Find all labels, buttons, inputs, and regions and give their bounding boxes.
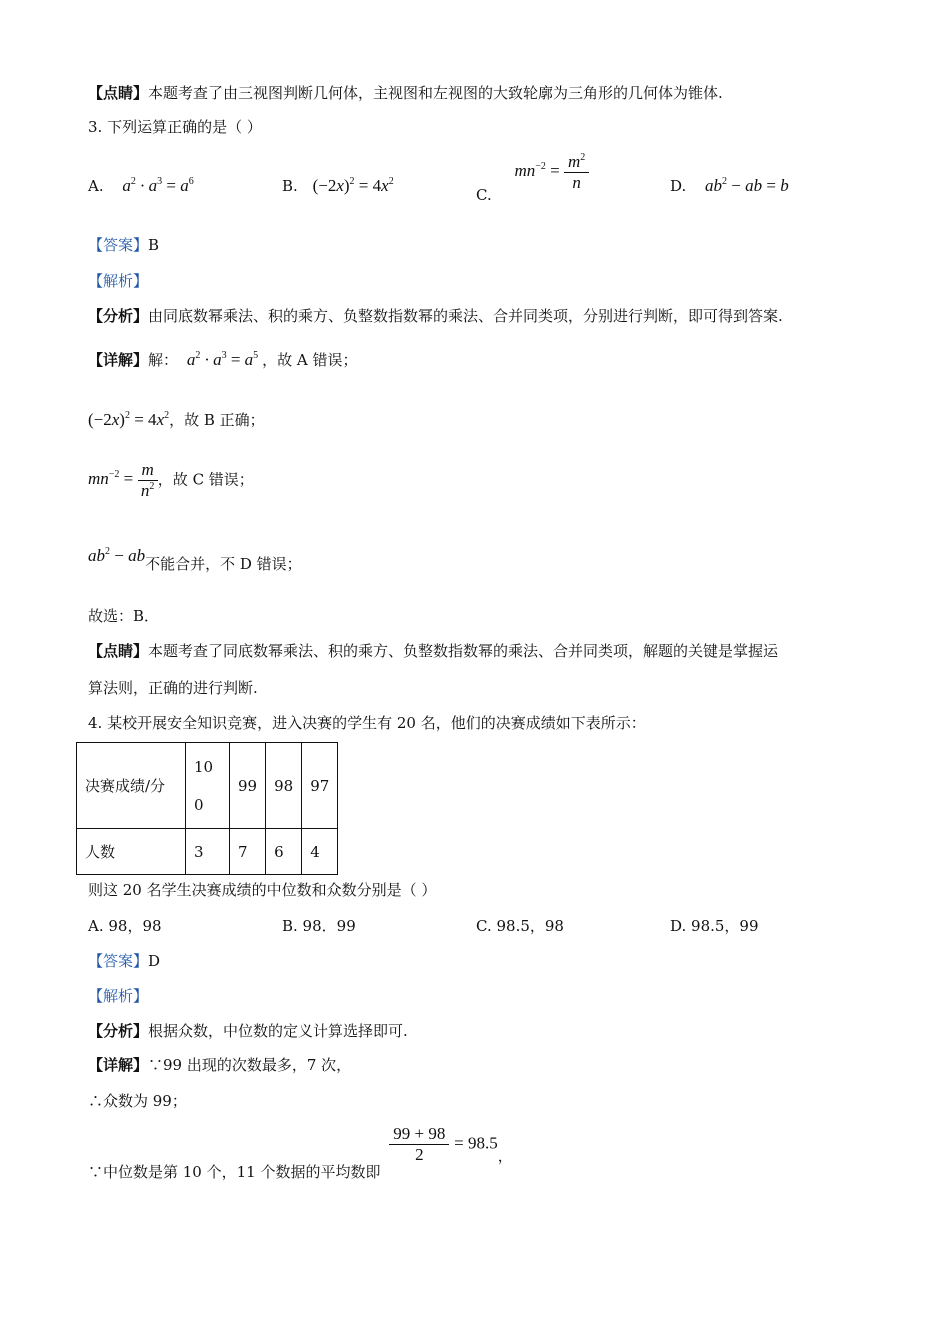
- score-100-part2: 0: [194, 795, 204, 814]
- q3-fenxi: [88, 306, 783, 326]
- q3-detail-2: [88, 410, 265, 430]
- q3-option-d: [670, 176, 789, 196]
- q3-detail-4: [88, 546, 302, 574]
- q4-answer-tag: 【答案】: [88, 952, 149, 970]
- q3-analysis-tag: 【解析】: [88, 272, 149, 290]
- q3-option-d-label: D.: [670, 177, 687, 195]
- q3-answer-tag: 【答案】: [88, 236, 149, 254]
- q3-detail-1-text: ，故 A 错误；: [262, 351, 358, 369]
- q3-fenxi-tag: 【分析】: [88, 307, 149, 325]
- q3-detail-tag: 【详解】: [88, 351, 149, 369]
- q4-frac-den: 2: [415, 1145, 424, 1164]
- dianjing-paragraph-prev: [88, 83, 723, 103]
- score-table: [76, 742, 338, 875]
- q4-title: 4. 某校开展安全知识竞赛，进入决赛的学生有 20 名，他们的决赛成绩如下表所示：: [88, 714, 646, 732]
- q3-option-a-label: A.: [88, 177, 104, 195]
- q3-detail-4-expr: $ab^2$ − ab: [88, 546, 146, 565]
- score-table-count-97: 4: [302, 829, 338, 875]
- q4-detail-3-text: ∵中位数是第 10 个，11 个数据的平均数即: [88, 1162, 381, 1181]
- q3-detail-3-text: ，故 C 错误；: [157, 470, 254, 489]
- score-table-cell-98: 98: [266, 743, 302, 829]
- q3-detail-1-expr: $a^2 \cdot a^3 = a^5$: [186, 350, 259, 369]
- q3-detail-4-text: 不能合并，不 D 错误；: [145, 555, 302, 573]
- q3-dianjing-text-1: 本题考查了同底数幂乘法、积的乘方、负整数指数幂的乘法、合并同类项，解题的关键是掌握运: [148, 642, 779, 660]
- q4-detail-1: [88, 1055, 351, 1075]
- q3-dianjing-2: 算法则，正确的进行判断.: [88, 679, 258, 697]
- score-table-header-count: 人数: [77, 829, 186, 875]
- q3-detail-prefix: 解：: [148, 351, 179, 369]
- score-100-part1: 10: [194, 757, 214, 776]
- q4-detail-2: ∴众数为 99；: [88, 1092, 187, 1110]
- q3-detail-2-text: ，故 B 正确；: [169, 411, 265, 429]
- q3-answer-value: B: [148, 236, 160, 254]
- q4-option-d: D. 98.5，99: [670, 917, 759, 935]
- q3-option-a: [88, 176, 194, 196]
- q4-answer: [88, 951, 160, 971]
- q3-detail-3: [88, 460, 254, 501]
- q4-fenxi-tag: 【分析】: [88, 1022, 149, 1040]
- q4-answer-value: D: [148, 952, 161, 970]
- score-table-cell-99: 99: [230, 743, 266, 829]
- q4-detail-3-end: ，: [497, 1146, 513, 1165]
- q4-option-c: C. 98.5，98: [476, 917, 564, 935]
- score-table-row-scores: [77, 743, 338, 829]
- q3-fenxi-text: 由同底数幂乘法、积的乘方、负整数指数幂的乘法、合并同类项，分别进行判断，即可得到答案.: [148, 307, 783, 325]
- q4-option-a: A. 98，98: [88, 917, 162, 935]
- dianjing-tag: 【点睛】: [88, 84, 149, 102]
- q3-title: 3. 下列运算正确的是（ ）: [88, 118, 262, 136]
- score-table-count-98: 6: [266, 829, 302, 875]
- q4-median-fraction: [389, 1124, 449, 1165]
- q4-detail-1-text: ∵99 出现的次数最多，7 次，: [148, 1056, 352, 1074]
- q3-dianjing-tag: 【点睛】: [88, 642, 149, 660]
- q3-detail-1: [88, 350, 358, 370]
- q3-option-b-label: B.: [282, 177, 298, 195]
- q4-frac-result: = 98.5: [454, 1133, 498, 1153]
- q3-option-c: [476, 152, 589, 205]
- dianjing-text: 本题考查了由三视图判断几何体，主视图和左视图的大致轮廓为三角形的几何体为锥体.: [148, 84, 723, 102]
- q3-option-c-label: C.: [476, 186, 492, 205]
- q3-answer: [88, 235, 159, 255]
- score-table-count-100: 3: [186, 829, 230, 875]
- q4-fenxi: [88, 1021, 408, 1041]
- q3-detail-3-expr: $mn^{-2}$ = $\frac{m}{n^2}$: [88, 469, 158, 488]
- q4-detail-tag: 【详解】: [88, 1056, 149, 1074]
- q3-option-d-expr: $ab^2$ − ab = b: [705, 176, 789, 195]
- q3-detail-2-expr: $(-2x)^2 = 4x^2$: [88, 410, 170, 429]
- q4-analysis-tag: 【解析】: [88, 987, 149, 1005]
- q3-option-a-expr: $a^2 \cdot a^3 = a^6$: [122, 176, 194, 195]
- q3-option-b: [282, 176, 394, 196]
- q3-option-c-expr: $mn^{-2}$ = $\frac{m^2}{n}$: [515, 161, 590, 180]
- q3-dianjing-1: [88, 641, 778, 661]
- q4-detail-3: [88, 1124, 513, 1181]
- score-table-cell-97: 97: [302, 743, 338, 829]
- score-table-row-counts: [77, 829, 338, 875]
- q3-conclusion: 故选：B．: [88, 607, 160, 625]
- q3-option-b-expr: $(-2x)^2 = 4x^2$: [312, 176, 394, 195]
- score-table-count-99: 7: [230, 829, 266, 875]
- q4-frac-num: 99 + 98: [389, 1124, 449, 1145]
- q4-option-b: B. 98．99: [282, 917, 356, 935]
- score-table-cell-100: [186, 743, 230, 829]
- score-table-header-score: 决赛成绩/分: [77, 743, 186, 829]
- q4-fenxi-text: 根据众数，中位数的定义计算选择即可.: [148, 1022, 408, 1040]
- q4-question: 则这 20 名学生决赛成绩的中位数和众数分别是（ ）: [88, 881, 437, 899]
